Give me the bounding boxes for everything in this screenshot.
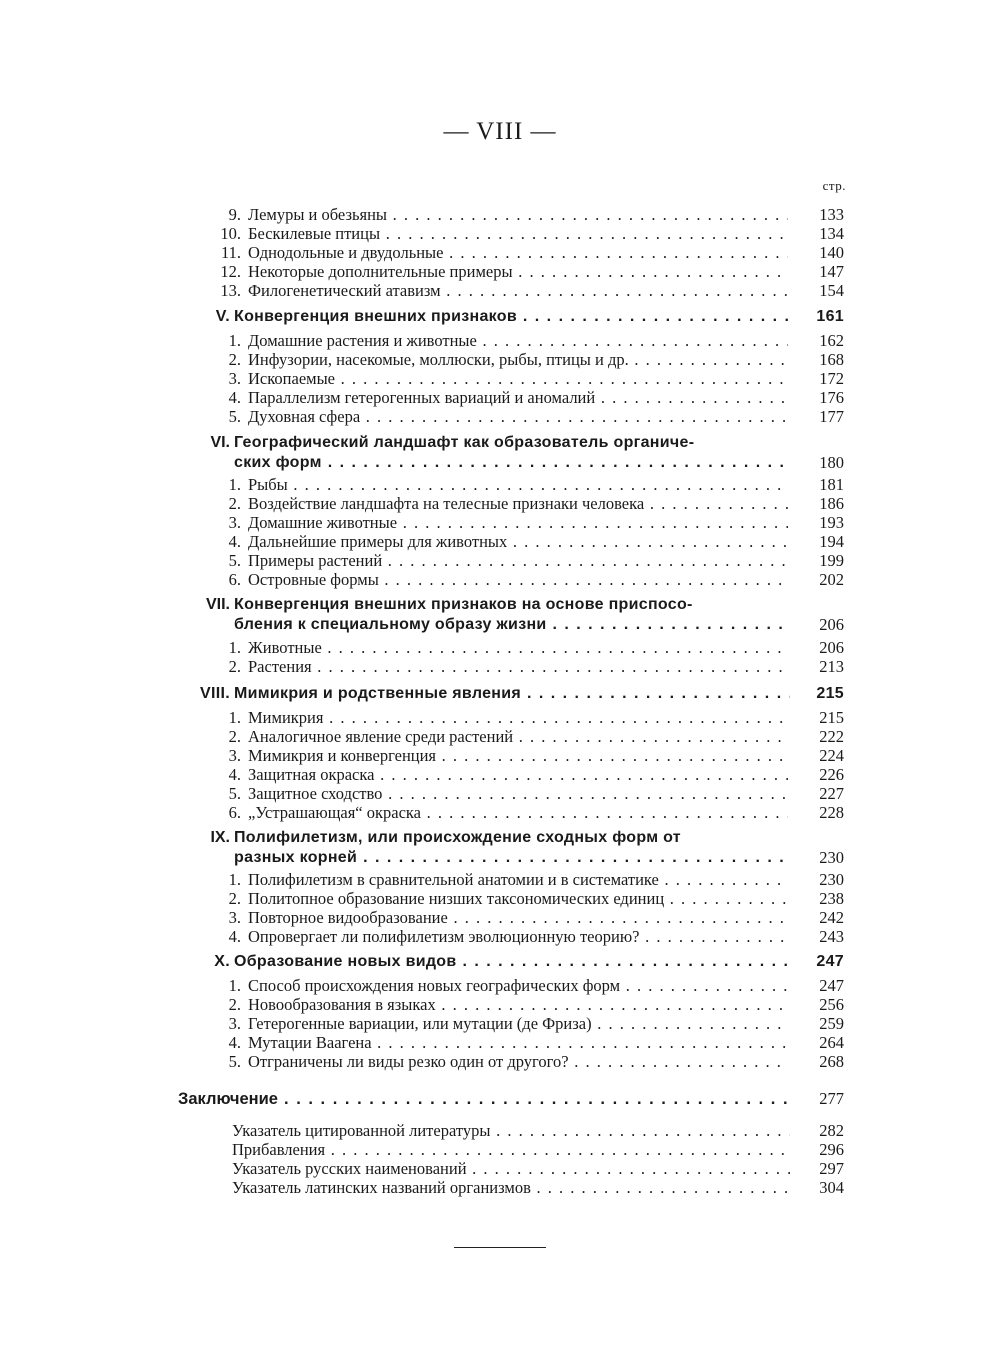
entry-page-number: 161 (816, 308, 844, 325)
toc-entry (0, 551, 1000, 571)
entry-number: 1. (228, 870, 241, 889)
toc-entry (0, 784, 1000, 804)
entry-page-number: 243 (819, 927, 844, 946)
closing-rule (454, 1247, 546, 1248)
toc-entry (0, 708, 1000, 728)
entry-title: Конвергенция внешних признаков . . . (234, 307, 790, 327)
entry-title: Новообразования в языках . . . (248, 995, 788, 1015)
toc-appendix-entry (0, 1178, 1000, 1198)
entry-page-number: 162 (819, 331, 844, 350)
entry-title: бления к специальному образу жизни . . . (234, 615, 790, 635)
entry-number: 5. (228, 1052, 241, 1071)
entry-page-number: 213 (819, 657, 844, 676)
entry-number: VI. (210, 434, 230, 451)
toc-entry (0, 657, 1000, 677)
entry-page-number: 277 (819, 1089, 844, 1108)
entry-title: Лемуры и обезьяны . . . (248, 205, 788, 225)
entry-page-number: 222 (819, 727, 844, 746)
entry-title: Опровергает ли полифилетизм эволюционную теорию? . . . (248, 927, 788, 947)
entry-page-number: 154 (819, 281, 844, 300)
entry-number: 4. (228, 927, 241, 946)
entry-title: Духовная сфера . . . (248, 407, 788, 427)
entry-title: Мутации Ваагена . . . (248, 1033, 788, 1053)
entry-page-number: 264 (819, 1033, 844, 1052)
toc-entry (0, 388, 1000, 408)
entry-page-number: 256 (819, 995, 844, 1014)
entry-title: Гетерогенные вариации, или мутации (де Фриза) . . . (248, 1014, 788, 1034)
entry-number: X. (214, 953, 230, 970)
entry-page-number: 206 (819, 615, 844, 634)
chapter-title-line-1: Географический ландшафт как образователь органиче- (234, 434, 695, 451)
entry-page-number: 228 (819, 803, 844, 822)
entry-title: Указатель цитированной литературы . . . (232, 1121, 790, 1141)
entry-page-number: 247 (816, 953, 844, 970)
entry-number: 4. (228, 532, 241, 551)
entry-page-number: 282 (819, 1121, 844, 1140)
toc-conclusion (0, 1089, 1000, 1109)
toc-entry (0, 224, 1000, 244)
entry-title: Повторное видообразование . . . (248, 908, 788, 928)
entry-page-number: 206 (819, 638, 844, 657)
toc-entry (0, 870, 1000, 890)
entry-number: V. (215, 308, 230, 325)
toc-entry (0, 976, 1000, 996)
entry-number: 1. (228, 976, 241, 995)
entry-page-number: 172 (819, 369, 844, 388)
entry-number: 10. (220, 224, 241, 243)
entry-number: VIII. (200, 685, 230, 702)
toc-chapter (0, 684, 1000, 704)
entry-number: 4. (228, 765, 241, 784)
entry-page-number: 227 (819, 784, 844, 803)
entry-title: Политопное образование низших таксономических единиц . . . (248, 889, 788, 909)
entry-number: 5. (228, 784, 241, 803)
toc-entry (0, 638, 1000, 658)
entry-number: 4. (228, 1033, 241, 1052)
entry-number: 13. (220, 281, 241, 300)
toc-entry (0, 1014, 1000, 1034)
entry-title: Полифилетизм в сравнительной анатомии и в систематике . . . (248, 870, 788, 890)
entry-title: Защитное сходство . . . (248, 784, 788, 804)
entry-title: Способ происхождения новых географических форм . . . (248, 976, 788, 996)
entry-page-number: 177 (819, 407, 844, 426)
entry-title: Некоторые дополнительные примеры . . . (248, 262, 788, 282)
entry-number: 3. (228, 1014, 241, 1033)
toc-entry (0, 262, 1000, 282)
entry-title: Мимикрия . . . (248, 708, 788, 728)
toc-chapter (0, 433, 1000, 472)
toc-appendix-entry (0, 1121, 1000, 1141)
entry-title: Филогенетический атавизм . . . (248, 281, 788, 301)
toc-entry (0, 281, 1000, 301)
toc-appendix-entry (0, 1140, 1000, 1160)
toc-entry (0, 475, 1000, 495)
entry-page-number: 193 (819, 513, 844, 532)
entry-title: Указатель русских наименований . . . (232, 1159, 790, 1179)
entry-title: Указатель латинских названий организмов . . . (232, 1178, 790, 1198)
chapter-title-line-1: Конвергенция внешних признаков на основе приспосо- (234, 596, 693, 613)
toc-entry (0, 995, 1000, 1015)
entry-page-number: 180 (819, 453, 844, 472)
entry-page-number: 176 (819, 388, 844, 407)
entry-number: 6. (228, 570, 241, 589)
entry-title: Бескилевые птицы . . . (248, 224, 788, 244)
entry-title: Мимикрия и конвергенция . . . (248, 746, 788, 766)
entry-page-number: 168 (819, 350, 844, 369)
entry-page-number: 199 (819, 551, 844, 570)
entry-number: 9. (228, 205, 241, 224)
toc-entry (0, 331, 1000, 351)
entry-number: 3. (228, 746, 241, 765)
entry-title: Растения . . . (248, 657, 788, 677)
entry-title: Прибавления . . . (232, 1140, 790, 1160)
entry-page-number: 181 (819, 475, 844, 494)
entry-title: Рыбы . . . (248, 475, 788, 495)
toc-entry (0, 746, 1000, 766)
entry-number: 2. (228, 995, 241, 1014)
entry-number: 1. (228, 331, 241, 350)
entry-title: Домашние животные . . . (248, 513, 788, 533)
entry-page-number: 230 (819, 848, 844, 867)
entry-number: 11. (220, 243, 241, 262)
toc-entry (0, 1052, 1000, 1072)
entry-title: „Устрашающая“ окраска . . . (248, 803, 788, 823)
entry-page-number: 297 (819, 1159, 844, 1178)
entry-page-number: 247 (819, 976, 844, 995)
entry-page-number: 215 (816, 685, 844, 702)
entry-number: 3. (228, 369, 241, 388)
entry-page-number: 230 (819, 870, 844, 889)
entry-title: Параллелизм гетерогенных вариаций и аномалий . . . (248, 388, 788, 408)
toc-chapter (0, 595, 1000, 634)
entry-page-number: 259 (819, 1014, 844, 1033)
toc-entry (0, 927, 1000, 947)
page-number: — VIII — (443, 118, 557, 145)
toc-entry (0, 570, 1000, 590)
toc-entry (0, 407, 1000, 427)
entry-title: Ископаемые . . . (248, 369, 788, 389)
toc-chapter (0, 952, 1000, 972)
entry-number: 4. (228, 388, 241, 407)
entry-number: 3. (228, 513, 241, 532)
entry-title: Однодольные и двудольные . . . (248, 243, 788, 263)
toc-entry (0, 1033, 1000, 1053)
entry-number: 1. (228, 638, 241, 657)
entry-number: 12. (220, 262, 241, 281)
entry-number: 1. (228, 475, 241, 494)
toc-entry (0, 494, 1000, 514)
page-column-label: стр. (822, 178, 846, 193)
entry-page-number: 215 (819, 708, 844, 727)
entry-page-number: 202 (819, 570, 844, 589)
entry-number: 3. (228, 908, 241, 927)
entry-title: Островные формы . . . (248, 570, 788, 590)
entry-page-number: 133 (819, 205, 844, 224)
entry-title: Воздействие ландшафта на телесные признаки человека . . . (248, 494, 788, 514)
entry-number: 2. (228, 727, 241, 746)
toc-appendix-entry (0, 1159, 1000, 1179)
toc-entry (0, 908, 1000, 928)
entry-title: Заключение . . . (178, 1089, 790, 1109)
entry-number: 2. (228, 657, 241, 676)
entry-title: Инфузории, насекомые, моллюски, рыбы, птицы и др. . . . (248, 350, 788, 370)
entry-title: Домашние растения и животные . . . (248, 331, 788, 351)
entry-page-number: 304 (819, 1178, 844, 1197)
entry-number: 2. (228, 494, 241, 513)
toc-entry (0, 350, 1000, 370)
entry-number: VII. (205, 596, 230, 613)
entry-number: 5. (228, 551, 241, 570)
entry-page-number: 242 (819, 908, 844, 927)
toc-chapter (0, 307, 1000, 327)
toc-chapter (0, 828, 1000, 867)
entry-title: Отграничены ли виды резко один от другого? . . . (248, 1052, 788, 1072)
toc-entry (0, 727, 1000, 747)
entry-title: разных корней . . . (234, 848, 790, 868)
entry-page-number: 238 (819, 889, 844, 908)
entry-title: Аналогичное явление среди растений . . . (248, 727, 788, 747)
entry-number: 6. (228, 803, 241, 822)
entry-title: Защитная окраска . . . (248, 765, 788, 785)
entry-page-number: 134 (819, 224, 844, 243)
toc-entry (0, 889, 1000, 909)
entry-page-number: 140 (819, 243, 844, 262)
entry-title: Животные . . . (248, 638, 788, 658)
toc-entry (0, 532, 1000, 552)
toc-entry (0, 243, 1000, 263)
entry-page-number: 268 (819, 1052, 844, 1071)
toc-entry (0, 369, 1000, 389)
entry-title: ских форм . . . (234, 453, 790, 473)
entry-title: Дальнейшие примеры для животных . . . (248, 532, 788, 552)
entry-number: 1. (228, 708, 241, 727)
entry-title: Примеры растений . . . (248, 551, 788, 571)
toc-entry (0, 513, 1000, 533)
entry-number: 2. (228, 889, 241, 908)
toc-entry (0, 803, 1000, 823)
entry-title: Мимикрия и родственные явления . . . (234, 684, 790, 704)
entry-page-number: 224 (819, 746, 844, 765)
entry-number: 2. (228, 350, 241, 369)
entry-page-number: 147 (819, 262, 844, 281)
entry-page-number: 296 (819, 1140, 844, 1159)
toc-entry (0, 765, 1000, 785)
chapter-title-line-1: Полифилетизм, или происхождение сходных форм от (234, 829, 681, 846)
entry-number: IX. (210, 829, 230, 846)
entry-page-number: 186 (819, 494, 844, 513)
entry-page-number: 194 (819, 532, 844, 551)
entry-title: Образование новых видов . . . (234, 952, 790, 972)
entry-number: 5. (228, 407, 241, 426)
entry-page-number: 226 (819, 765, 844, 784)
toc-entry (0, 205, 1000, 225)
